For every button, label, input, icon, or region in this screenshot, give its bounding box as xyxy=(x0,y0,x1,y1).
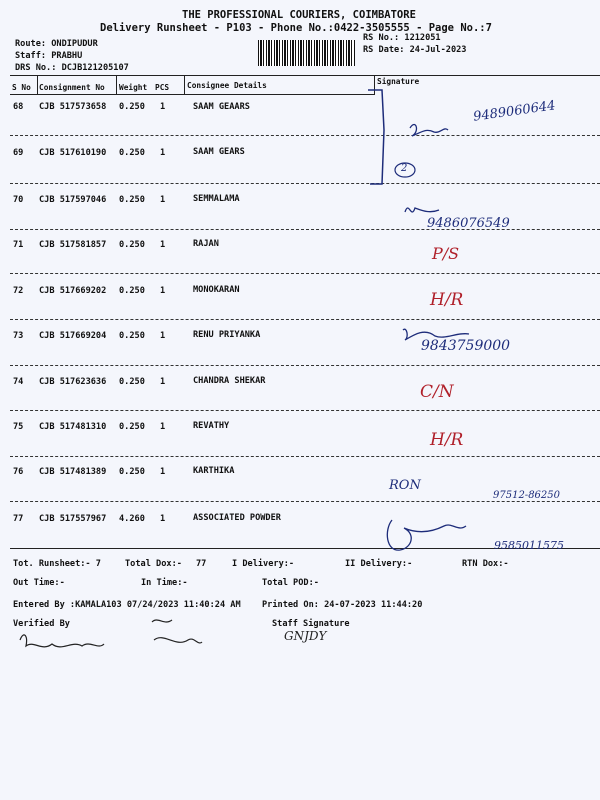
handwritten-note: RON xyxy=(389,478,421,493)
handwritten-phone: 97512-86250 xyxy=(493,490,561,501)
col-weight: Weight xyxy=(119,83,148,92)
printed-on: Printed On: 24-07-2023 11:44:20 xyxy=(262,600,423,610)
row-sno: 71 xyxy=(13,240,24,250)
row-sno: 77 xyxy=(13,514,24,524)
row-consignment: CJB 517481389 xyxy=(39,467,107,477)
handwritten-phone: 9489060644 xyxy=(472,98,557,125)
ii-delivery: II Delivery:- xyxy=(345,559,413,569)
row-weight: 0.250 xyxy=(119,148,145,158)
col-signature: Signature xyxy=(377,77,420,86)
row-consignee: REVATHY xyxy=(193,421,230,431)
bracket-mark xyxy=(368,90,384,184)
signature-mark xyxy=(387,520,466,550)
rtn-dox: RTN Dox:- xyxy=(462,559,509,569)
i-delivery: I Delivery:- xyxy=(232,559,295,569)
row-sno: 70 xyxy=(13,195,24,205)
verified-by: Verified By xyxy=(13,619,70,629)
row-pcs: 1 xyxy=(160,148,166,158)
rs-date: RS Date: 24-Jul-2023 xyxy=(363,45,467,55)
row-sno: 72 xyxy=(13,286,24,296)
runsheet-subtitle: Delivery Runsheet - P103 - Phone No.:0422-3505555 - Page No.:7 xyxy=(100,22,492,34)
col-consignee: Consignee Details xyxy=(187,81,267,90)
route-label: Route: ONDIPUDUR xyxy=(15,39,98,49)
verified-signature xyxy=(20,635,104,647)
row-weight: 0.250 xyxy=(119,286,145,296)
total-dox-label: Total Dox:- xyxy=(125,559,182,569)
total-dox-value: 77 xyxy=(196,559,207,569)
row-consignment: CJB 517669202 xyxy=(39,286,107,296)
company-name: THE PROFESSIONAL COURIERS, COIMBATORE xyxy=(182,9,416,21)
row-weight: 4.260 xyxy=(119,514,145,524)
total-pod: Total POD:- xyxy=(262,578,319,588)
staff-signature: GNJDY xyxy=(284,629,327,643)
row-consignment: CJB 517573658 xyxy=(39,102,107,112)
row-consignment: CJB 517623636 xyxy=(39,377,107,387)
row-weight: 0.250 xyxy=(119,195,145,205)
row-pcs: 1 xyxy=(160,195,166,205)
row-consignee: MONOKARAN xyxy=(193,285,240,295)
handwritten-phone: 9486076549 xyxy=(427,216,510,231)
row-consignment: CJB 517581857 xyxy=(39,240,107,250)
row-consignment: CJB 517557967 xyxy=(39,514,107,524)
row-pcs: 1 xyxy=(160,422,166,432)
row-pcs: 1 xyxy=(160,286,166,296)
handwritten-status: C/N xyxy=(420,382,454,402)
row-pcs: 1 xyxy=(160,240,166,250)
row-pcs: 1 xyxy=(160,377,166,387)
rs-number: RS No.: 1212051 xyxy=(363,33,441,43)
row-consignment: CJB 517597046 xyxy=(39,195,107,205)
row-consignee: SAAM GEAARS xyxy=(193,102,250,112)
row-sno: 74 xyxy=(13,377,24,387)
drs-number: DRS No.: DCJB121205107 xyxy=(15,63,129,73)
row-consignment: CJB 517481310 xyxy=(39,422,107,432)
row-sno: 75 xyxy=(13,422,24,432)
row-consignee: ASSOCIATED POWDER xyxy=(193,513,281,523)
row-consignee: SEMMALAMA xyxy=(193,194,240,204)
handwritten-circled-number: 2 xyxy=(401,163,408,174)
signature-mark xyxy=(410,124,448,136)
row-pcs: 1 xyxy=(160,467,166,477)
row-weight: 0.250 xyxy=(119,422,145,432)
staff-label: Staff: PRABHU xyxy=(15,51,83,61)
row-consignment: CJB 517669204 xyxy=(39,331,107,341)
row-weight: 0.250 xyxy=(119,331,145,341)
row-pcs: 1 xyxy=(160,331,166,341)
row-sno: 76 xyxy=(13,467,24,477)
handwritten-phone: 9843759000 xyxy=(421,338,511,354)
out-time: Out Time:- xyxy=(13,578,65,588)
row-consignee: CHANDRA SHEKAR xyxy=(193,376,266,386)
row-weight: 0.250 xyxy=(119,102,145,112)
row-weight: 0.250 xyxy=(119,240,145,250)
row-sno: 69 xyxy=(13,148,24,158)
col-pcs: PCS xyxy=(155,83,170,92)
col-sno: S No xyxy=(12,83,31,92)
handwritten-status: H/R xyxy=(430,430,464,450)
row-sno: 68 xyxy=(13,102,24,112)
row-weight: 0.250 xyxy=(119,377,145,387)
row-weight: 0.250 xyxy=(119,467,145,477)
total-runsheet: Tot. Runsheet:- 7 xyxy=(13,559,101,569)
handwritten-status: H/R xyxy=(430,290,464,310)
row-sno: 73 xyxy=(13,331,24,341)
entered-by: Entered By :KAMALA103 07/24/2023 11:40:24 AM xyxy=(13,600,241,610)
row-consignee: RAJAN xyxy=(193,239,219,249)
handwritten-status: P/S xyxy=(432,244,460,263)
signature-mark xyxy=(405,208,439,212)
in-time: In Time:- xyxy=(141,578,188,588)
staff-signature-label: Staff Signature xyxy=(272,619,350,629)
row-consignee: KARTHIKA xyxy=(193,466,235,476)
row-consignee: SAAM GEARS xyxy=(193,147,245,157)
row-consignment: CJB 517610190 xyxy=(39,148,107,158)
row-pcs: 1 xyxy=(160,514,166,524)
entered-signature xyxy=(152,620,202,643)
row-pcs: 1 xyxy=(160,102,166,112)
row-consignee: RENU PRIYANKA xyxy=(193,330,261,340)
handwritten-phone: 9585011575 xyxy=(494,539,564,552)
col-consignment: Consignment No xyxy=(39,83,105,92)
